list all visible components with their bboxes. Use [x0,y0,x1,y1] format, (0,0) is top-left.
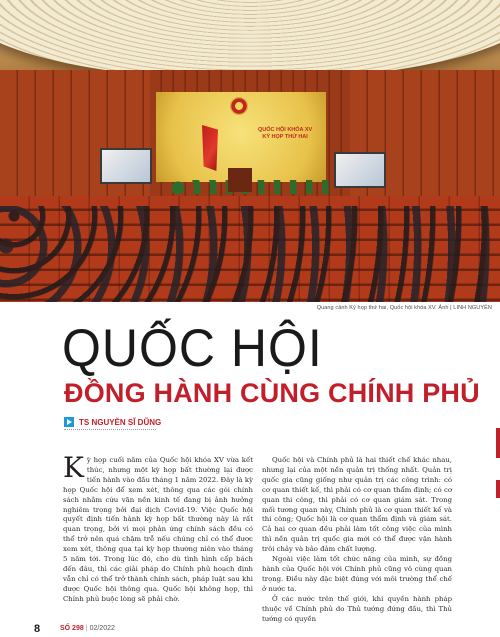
play-arrow-icon [64,417,74,427]
issue-date: 02/2022 [89,625,115,632]
byline [64,416,161,428]
headline-sub: ĐỒNG HÀNH CÙNG CHÍNH PHỦ [64,378,480,408]
flag-icon [202,125,218,171]
paragraph: Quốc hội và Chính phủ là hai thiết chế khác nhau, nhưng lại của một nền quản trị thống nhất. Quản trị quốc gia cũng giống như quản trị các công trình: có cơ quan thiết kế, thì phải có cơ quan thẩm định; có cơ quan thi công, thì phải có cơ quan giám sát. Trong mối tương quan này, Chính phủ là cơ quan thiết kế và thi công; Quốc hội là cơ quan thẩm định và giám sát. Cả hai cơ quan đều phải làm tốt công việc của mình thì nền quản trị quốc gia mới có thể được vận hành trôi chảy và bảo đảm chất lượng. [262,456,452,554]
paragraph-text: ỳ họp cuối năm của Quốc hội khóa XV vừa kết thúc, nhưng một kỳ họp bất thường lại được tiến hành vào đầu tháng 1 năm 2022. Đây là kỳ họp Quốc hội để xem xét, thông qua các gói chính sách nhằm cứu vãn nền kinh tế đang bị ảnh hưởng nghiêm trọng bởi đại dịch Covid-19. Việc Quốc hội quyết định tiến hành kỳ họp bất thường này là rất quan trọng, bởi vì mọi phản ứng chính sách đều có thể trở nên quá chậm trễ nếu chúng chỉ có thể được xem xét, thông qua tại kỳ họp thường niên vào tháng 5 năm tới. Trong lúc đó, cho dù tình hình cấp bách đến đâu, thì các giải pháp do Chính phủ hoạch định vẫn chỉ có thể trở thành chính sách, pháp luật sau khi được Quốc hội thông qua. Quốc hội không họp, thì Chính phủ buộc lòng sẽ phải chờ. [63,456,253,603]
stage-banner [258,127,312,141]
body-column-right [262,456,452,624]
author-name: TS NGUYỄN SĨ DŨNG [79,417,162,427]
podium [228,168,252,192]
headline-main: QUỐC HỘI [62,318,323,378]
issue-separator: | [85,625,88,632]
drop-cap: K [63,451,84,484]
issue-info [60,625,115,632]
hero-photo [0,0,500,302]
paragraph: Ở các nước trên thế giới, khi quyền hành pháp thuộc về Chính phủ do Thủ tướng đứng đầu, thì Thủ tướng có quyền [262,594,452,623]
page-number: 8 [34,623,41,635]
paragraph: Ngoài việc làm tốt chức năng của mình, sự đồng hành của Quốc hội với Chính phủ cũng vô cùng quan trọng. Điều này đặc biệt đúng với môi trường thể chế ở nước ta. [262,555,452,593]
display-screen-right [334,152,386,188]
stage-banner-line2: KỲ HỌP THỨ HAI [262,134,308,140]
delegates [0,206,500,302]
issue-number: SỐ 298 [60,625,84,632]
edge-marker [496,480,500,498]
national-emblem-icon [230,97,248,115]
byline-divider [64,429,156,430]
photo-caption: Quang cảnh Kỳ họp thứ hai, Quốc hội khóa XV. Ảnh | LINH NGUYÊN [316,305,492,311]
stage-banner-line1: QUỐC HỘI KHÓA XV [258,127,313,133]
edge-marker [496,428,500,458]
body-column-left [63,451,253,605]
hall-ceiling [0,0,500,80]
display-screen-left [100,148,152,184]
paragraph [63,451,253,605]
